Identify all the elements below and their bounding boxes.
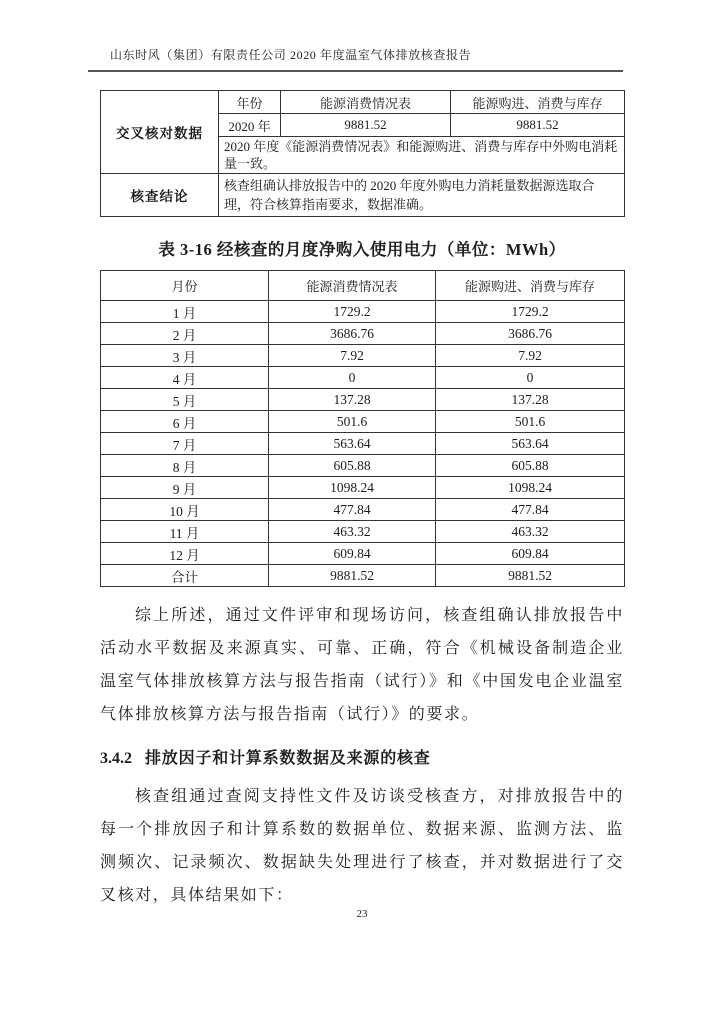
table-cell: 5 月	[101, 389, 269, 411]
summary-paragraph: 综上所述，通过文件评审和现场访问，核查组确认排放报告中活动水平数据及来源真实、可靠、正确，符合《机械设备制造企业温室气体排放核算方法与报告指南（试行）》和《中国发电企业温室气体排放核算方法与报告指南（试行）》的要求。	[100, 607, 624, 723]
table-cell: 137.28	[269, 389, 436, 411]
column-header-year: 年份	[219, 91, 281, 114]
table-row	[101, 477, 625, 499]
table-cell: 1098.24	[269, 477, 436, 499]
cross-check-header-row	[101, 91, 625, 114]
section-heading-3-4-2	[100, 745, 624, 768]
table-row	[101, 499, 625, 521]
table-cell: 4 月	[101, 367, 269, 389]
page-content	[100, 90, 624, 912]
purchase-stock-value: 9881.52	[451, 114, 625, 137]
table-cell: 501.6	[436, 411, 625, 433]
column-header-consumption-sheet: 能源消费情况表	[281, 91, 451, 114]
table-row	[101, 323, 625, 345]
table-cell: 7 月	[101, 433, 269, 455]
table-row	[101, 543, 625, 565]
table-cell: 0	[436, 367, 625, 389]
cross-check-note: 2020 年度《能源消费情况表》和能源购进、消费与库存中外购电消耗量一致。	[219, 137, 625, 174]
table-cell: 7.92	[436, 345, 625, 367]
table-cell: 463.32	[436, 521, 625, 543]
table-cell: 9 月	[101, 477, 269, 499]
table-row	[101, 367, 625, 389]
table-row	[101, 455, 625, 477]
table-cell: 1729.2	[436, 301, 625, 323]
table-row	[101, 389, 625, 411]
monthly-table-header-row	[101, 271, 625, 301]
table-cell: 3686.76	[436, 323, 625, 345]
table-cell: 477.84	[436, 499, 625, 521]
table-cell: 463.32	[269, 521, 436, 543]
table-cell: 8 月	[101, 455, 269, 477]
conclusion-row	[101, 174, 625, 217]
table-cell: 605.88	[436, 455, 625, 477]
conclusion-label: 核查结论	[101, 174, 219, 217]
table-cell: 9881.52	[269, 565, 436, 587]
monthly-electricity-table	[100, 270, 625, 587]
table-cell: 6 月	[101, 411, 269, 433]
table-cell: 477.84	[269, 499, 436, 521]
column-header-consumption-sheet: 能源消费情况表	[269, 271, 436, 301]
section-paragraph: 核查组通过查阅支持性文件及访谈受核查方，对排放报告中的每一个排放因子和计算系数的数据单位、数据来源、监测方法、监测频次、记录频次、数据缺失处理进行了核查，并对数据进行了交叉核对，具体结果如下：	[100, 788, 624, 904]
table-cell: 1729.2	[269, 301, 436, 323]
cross-check-table	[100, 90, 625, 217]
table-cell: 2 月	[101, 323, 269, 345]
table-cell: 1098.24	[436, 477, 625, 499]
page-number: 23	[356, 908, 368, 920]
table-cell: 10 月	[101, 499, 269, 521]
table-3-16-title: 表 3-16 经核查的月度净购入使用电力（单位：MWh）	[158, 240, 566, 259]
column-header-month: 月份	[101, 271, 269, 301]
table-cell: 137.28	[436, 389, 625, 411]
consumption-sheet-value: 9881.52	[281, 114, 451, 137]
table-cell: 609.84	[269, 543, 436, 565]
running-header: 山东时风（集团）有限责任公司 2020 年度温室气体排放核查报告	[88, 46, 623, 72]
cross-check-label: 交叉核对数据	[101, 91, 219, 174]
section-title: 排放因子和计算系数数据及来源的核查	[145, 750, 431, 767]
table-cell: 11 月	[101, 521, 269, 543]
year-value: 2020 年	[219, 114, 281, 137]
table-cell: 0	[269, 367, 436, 389]
monthly-table-body	[101, 301, 625, 587]
table-row	[101, 521, 625, 543]
table-cell: 1 月	[101, 301, 269, 323]
table-cell: 合计	[101, 565, 269, 587]
table-cell: 609.84	[436, 543, 625, 565]
table-row	[101, 345, 625, 367]
table-cell: 563.64	[269, 433, 436, 455]
conclusion-text: 核查组确认排放报告中的 2020 年度外购电力消耗量数据源选取合理，符合核算指南要求，数据准确。	[219, 174, 625, 217]
table-cell: 3686.76	[269, 323, 436, 345]
table-cell: 605.88	[269, 455, 436, 477]
table-cell: 7.92	[269, 345, 436, 367]
table-cell: 501.6	[269, 411, 436, 433]
table-row	[101, 433, 625, 455]
column-header-purchase-stock: 能源购进、消费与库存	[451, 91, 625, 114]
column-header-purchase-stock: 能源购进、消费与库存	[436, 271, 625, 301]
table-cell: 563.64	[436, 433, 625, 455]
table-cell: 12 月	[101, 543, 269, 565]
table-total-row	[101, 565, 625, 587]
section-number: 3.4.2	[100, 750, 132, 767]
table-row	[101, 301, 625, 323]
table-cell: 3 月	[101, 345, 269, 367]
table-cell: 9881.52	[436, 565, 625, 587]
table-row	[101, 411, 625, 433]
